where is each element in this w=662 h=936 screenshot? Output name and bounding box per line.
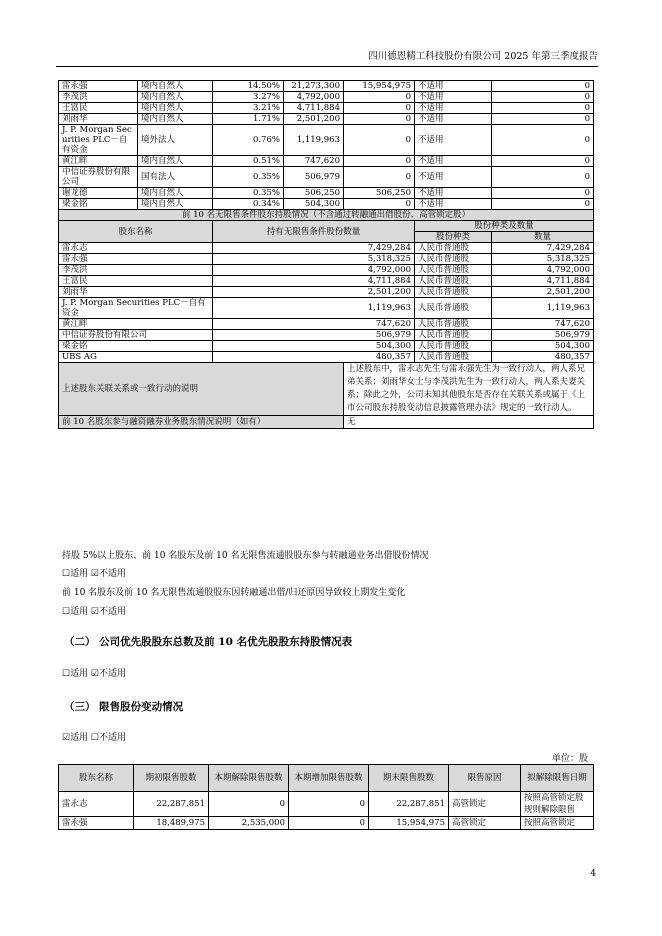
holder-row <box>59 156 594 167</box>
unrestricted-title: 前 10 名无限售条件股东持股情况（不含通过转融通出借股份、高管锁定股） <box>59 210 594 221</box>
holder-row <box>59 81 594 92</box>
holder-pledge-qty: 0 <box>492 92 594 103</box>
shareholder-table <box>58 80 594 429</box>
unrestricted-qty: 480,357 <box>492 352 594 363</box>
unrestricted-qty: 506,979 <box>492 330 594 341</box>
restricted-released: 0 <box>209 792 289 817</box>
unrestricted-qty: 5,318,325 <box>492 254 594 265</box>
unrestricted-qty: 4,792,000 <box>492 265 594 276</box>
col-class-group-header: 股份种类及数量 <box>415 221 594 232</box>
unrestricted-shares: 480,357 <box>213 352 415 363</box>
margin-label: 前 10 名股东参与融资融券业务股东情况说明（如有） <box>59 416 344 429</box>
unit-label: 单位：股 <box>551 754 588 764</box>
holder-restricted: 15,954,975 <box>344 81 415 92</box>
change-title: 前 10 名股东及前 10 名无限售流通股股东因转融通出借/归还原因导致较上期发生变化 <box>62 588 406 598</box>
holder-name: 谢龙德 <box>59 188 138 199</box>
unrestricted-header-row <box>59 221 594 232</box>
section2-checkbox: ☐适用 ☑不适用 <box>62 669 126 679</box>
change-checkbox: ☐适用 ☑不适用 <box>62 607 126 617</box>
holder-pledge-status: 不适用 <box>415 81 492 92</box>
restricted-header-row <box>59 765 594 792</box>
unrestricted-row <box>59 341 594 352</box>
restricted-col-header: 期初限售股数 <box>134 765 209 792</box>
restricted-col-header: 拟解除限售日期 <box>521 765 594 792</box>
holder-shares: 1,119,963 <box>284 125 344 156</box>
holder-pledge-qty: 0 <box>492 114 594 125</box>
unrestricted-class: 人民币普通股 <box>415 276 492 287</box>
restricted-end: 22,287,851 <box>369 792 449 817</box>
unrestricted-name: 梁金铭 <box>59 341 213 352</box>
unrestricted-shares: 5,318,325 <box>213 254 415 265</box>
page-number: 4 <box>590 869 596 879</box>
holder-shares: 4,711,884 <box>284 103 344 114</box>
holder-pct: 3.21% <box>213 103 284 114</box>
holder-pledge-status: 不适用 <box>415 167 492 188</box>
holder-shares: 504,300 <box>284 199 344 210</box>
holder-name: 黄江畔 <box>59 156 138 167</box>
holder-pledge-status: 不适用 <box>415 199 492 210</box>
relation-label: 上述股东关联关系或一致行动的说明 <box>59 363 344 416</box>
holder-pct: 3.27% <box>213 92 284 103</box>
unrestricted-row <box>59 352 594 363</box>
holder-pct: 0.51% <box>213 156 284 167</box>
restricted-name: 雷永强 <box>59 817 134 830</box>
unrestricted-qty: 1,119,963 <box>492 298 594 319</box>
restricted-reason: 高管锁定 <box>449 792 521 817</box>
holder-pledge-status: 不适用 <box>415 188 492 199</box>
holder-pledge-qty: 0 <box>492 81 594 92</box>
holder-pct: 14.50% <box>213 81 284 92</box>
holder-restricted: 0 <box>344 103 415 114</box>
holder-row <box>59 92 594 103</box>
unrestricted-name: 中信证券股份有限公司 <box>59 330 213 341</box>
unrestricted-class: 人民币普通股 <box>415 319 492 330</box>
unrestricted-shares: 747,620 <box>213 319 415 330</box>
holder-shares: 4,792,000 <box>284 92 344 103</box>
restricted-released: 2,535,000 <box>209 817 289 830</box>
unrestricted-qty: 7,429,284 <box>492 243 594 254</box>
unrestricted-class: 人民币普通股 <box>415 298 492 319</box>
restricted-added: 0 <box>289 817 369 830</box>
margin-text: 无 <box>344 416 594 429</box>
holder-pledge-qty: 0 <box>492 103 594 114</box>
restricted-col-header: 本期解除限售股数 <box>209 765 289 792</box>
unrestricted-shares: 4,792,000 <box>213 265 415 276</box>
relation-text: 上述股东中，雷永志先生与雷永强先生为一致行动人，两人系兄弟关系；刘雨华女士与李茂洪先生为一致行动人，两人系夫妻关系；除此之外，公司未知其他股东是否存在关联关系或属于《上市公司股东持股变动信息披露管理办法》规定的一致行动人。 <box>344 363 594 416</box>
col-name-header: 股东名称 <box>59 221 213 243</box>
holder-row <box>59 103 594 114</box>
holder-shares: 506,979 <box>284 167 344 188</box>
unrestricted-row <box>59 319 594 330</box>
unrestricted-shares: 2,501,200 <box>213 287 415 298</box>
section3-checkbox: ☑适用 ☐不适用 <box>62 733 126 743</box>
holder-type: 国有法人 <box>138 167 213 188</box>
holder-pct: 0.34% <box>213 199 284 210</box>
unrestricted-name: J. P. Morgan Securities PLC－自有资金 <box>59 298 213 319</box>
holder-pledge-status: 不适用 <box>415 103 492 114</box>
restricted-reason: 高管锁定 <box>449 817 521 830</box>
holder-shares: 2,501,200 <box>284 114 344 125</box>
section3-title: （三） 限售股份变动情况 <box>64 701 184 713</box>
unrestricted-name: 雷永强 <box>59 254 213 265</box>
holder-type: 境内自然人 <box>138 199 213 210</box>
holder-name: 中信证券股份有限公司 <box>59 167 138 188</box>
holder-type: 境内自然人 <box>138 156 213 167</box>
unrestricted-name: 刘雨华 <box>59 287 213 298</box>
holder-pct: 1.71% <box>213 114 284 125</box>
unrestricted-row <box>59 265 594 276</box>
restricted-end: 15,954,975 <box>369 817 449 830</box>
restricted-name: 雷永志 <box>59 792 134 817</box>
lending-checkbox: ☐适用 ☑不适用 <box>62 569 126 579</box>
col-class-header: 股份种类 <box>415 232 492 243</box>
lending-title: 持股 5%以上股东、前 10 名股东及前 10 名无限售流通股股东参与转融通业务出借股份情况 <box>62 551 429 561</box>
holder-shares: 747,620 <box>284 156 344 167</box>
restricted-col-header: 期末限售股数 <box>369 765 449 792</box>
unrestricted-qty: 4,711,884 <box>492 276 594 287</box>
holder-shares: 506,250 <box>284 188 344 199</box>
unrestricted-class: 人民币普通股 <box>415 254 492 265</box>
holder-name: 李茂洪 <box>59 92 138 103</box>
holder-row <box>59 167 594 188</box>
unrestricted-class: 人民币普通股 <box>415 287 492 298</box>
holder-shares: 21,273,300 <box>284 81 344 92</box>
holder-type: 境内自然人 <box>138 188 213 199</box>
holder-type: 境内自然人 <box>138 92 213 103</box>
margin-row <box>59 416 594 429</box>
restricted-release-date: 按照高管锁定股规则解除限售 <box>521 792 594 817</box>
holder-name: 王富民 <box>59 103 138 114</box>
restricted-row <box>59 792 594 817</box>
unrestricted-shares: 7,429,284 <box>213 243 415 254</box>
unrestricted-name: UBS AG <box>59 352 213 363</box>
restricted-col-header: 限售原因 <box>449 765 521 792</box>
holder-pledge-qty: 0 <box>492 188 594 199</box>
holder-type: 境外法人 <box>138 125 213 156</box>
unrestricted-class: 人民币普通股 <box>415 341 492 352</box>
unrestricted-shares: 506,979 <box>213 330 415 341</box>
holder-restricted: 506,250 <box>344 188 415 199</box>
unrestricted-name: 李茂洪 <box>59 265 213 276</box>
unrestricted-row <box>59 254 594 265</box>
holder-name: 雷永强 <box>59 81 138 92</box>
unrestricted-shares: 504,300 <box>213 341 415 352</box>
holder-pledge-status: 不适用 <box>415 114 492 125</box>
unrestricted-class: 人民币普通股 <box>415 330 492 341</box>
holder-row <box>59 199 594 210</box>
restricted-col-header: 本期增加限售股数 <box>289 765 369 792</box>
holder-restricted: 0 <box>344 167 415 188</box>
unrestricted-row <box>59 243 594 254</box>
holder-type: 境内自然人 <box>138 81 213 92</box>
unrestricted-class: 人民币普通股 <box>415 243 492 254</box>
holder-name: 刘雨华 <box>59 114 138 125</box>
holder-type: 境内自然人 <box>138 114 213 125</box>
holder-row <box>59 188 594 199</box>
unrestricted-row <box>59 330 594 341</box>
holder-row <box>59 125 594 156</box>
col-shares-header: 持有无限售条件股份数量 <box>213 221 415 243</box>
restricted-added: 0 <box>289 792 369 817</box>
unrestricted-name: 王富民 <box>59 276 213 287</box>
relation-row <box>59 363 594 416</box>
unrestricted-name: 雷永志 <box>59 243 213 254</box>
col-qty-header: 数量 <box>492 232 594 243</box>
unrestricted-class: 人民币普通股 <box>415 265 492 276</box>
holder-restricted: 0 <box>344 199 415 210</box>
unrestricted-qty: 2,501,200 <box>492 287 594 298</box>
unrestricted-qty: 747,620 <box>492 319 594 330</box>
unrestricted-shares: 1,119,963 <box>213 298 415 319</box>
holder-pct: 0.76% <box>213 125 284 156</box>
holder-name: J. P. Morgan Securities PLC－自有资金 <box>59 125 138 156</box>
holder-restricted: 0 <box>344 125 415 156</box>
holder-pct: 0.35% <box>213 188 284 199</box>
holder-pledge-status: 不适用 <box>415 92 492 103</box>
unrestricted-title-row <box>59 210 594 221</box>
holder-pledge-status: 不适用 <box>415 156 492 167</box>
holder-restricted: 0 <box>344 114 415 125</box>
holder-restricted: 0 <box>344 156 415 167</box>
holder-pledge-qty: 0 <box>492 125 594 156</box>
holder-name: 梁金铭 <box>59 199 138 210</box>
unrestricted-row <box>59 298 594 319</box>
restricted-begin: 18,489,975 <box>134 817 209 830</box>
holder-pledge-qty: 0 <box>492 156 594 167</box>
restricted-release-date: 按照高管锁定 <box>521 817 594 830</box>
section2-title: （二） 公司优先股股东总数及前 10 名优先股股东持股情况表 <box>64 636 353 648</box>
holder-row <box>59 114 594 125</box>
unrestricted-qty: 504,300 <box>492 341 594 352</box>
holder-pledge-qty: 0 <box>492 199 594 210</box>
holder-type: 境内自然人 <box>138 103 213 114</box>
holder-restricted: 0 <box>344 92 415 103</box>
holder-pledge-status: 不适用 <box>415 125 492 156</box>
unrestricted-row <box>59 276 594 287</box>
unrestricted-shares: 4,711,884 <box>213 276 415 287</box>
unrestricted-row <box>59 287 594 298</box>
unrestricted-name: 黄江畔 <box>59 319 213 330</box>
restricted-shares-table <box>58 764 594 830</box>
holder-pct: 0.35% <box>213 167 284 188</box>
page-header: 四川德恩精工科技股份有限公司 2025 年第三季度报告 <box>56 48 598 67</box>
restricted-col-header: 股东名称 <box>59 765 134 792</box>
restricted-row <box>59 817 594 830</box>
unrestricted-class: 人民币普通股 <box>415 352 492 363</box>
restricted-begin: 22,287,851 <box>134 792 209 817</box>
holder-pledge-qty: 0 <box>492 167 594 188</box>
